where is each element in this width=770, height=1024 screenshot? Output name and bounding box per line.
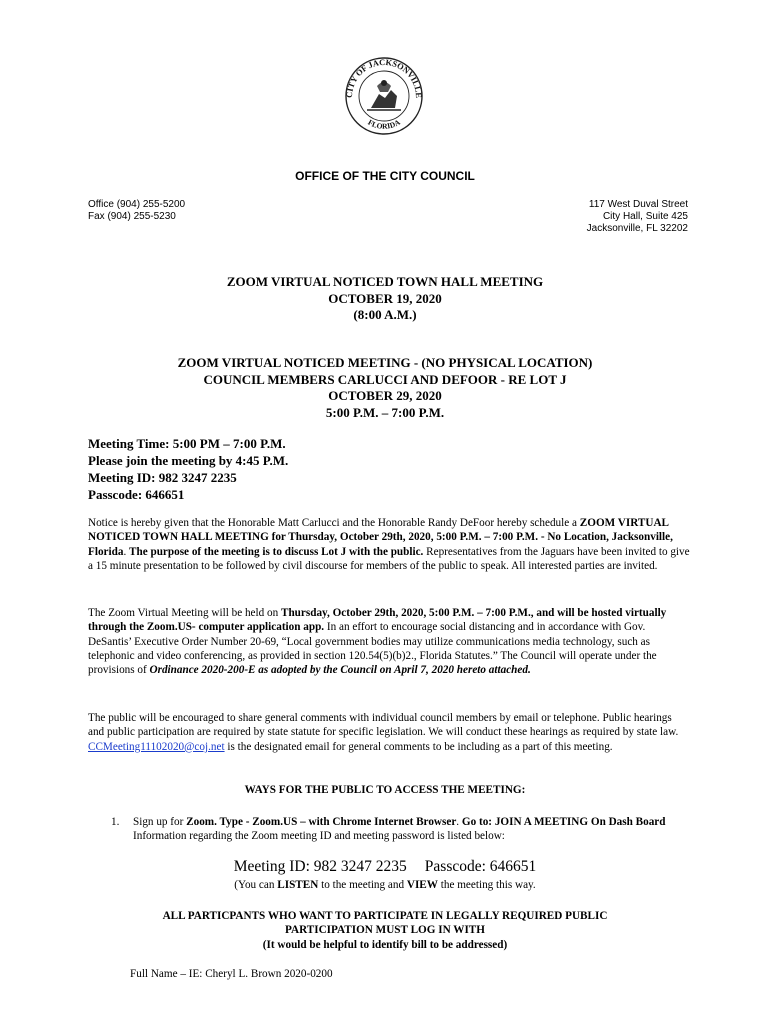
notice-paragraph-3: The public will be encouraged to share general comments with individual council members by email or telephone. Public hearings and public participation are required by state statute for specific legislation. We will conduct these hearings as required by state law. CCMeeting11102020@coj.net is the designated email for general comments to be including as a part of this meeting.: [88, 712, 679, 753]
town-hall-title: ZOOM VIRTUAL NOTICED TOWN HALL MEETING: [226, 274, 544, 289]
zoom-passcode: Passcode: 646651: [424, 858, 537, 875]
address-line-1: 117 West Duval Street: [588, 199, 688, 210]
meeting-info-passcode: Passcode: 646651: [88, 487, 185, 502]
comments-email-link[interactable]: CCMeeting11102020@coj.net: [88, 740, 225, 753]
address-block: [587, 199, 688, 235]
contact-phone-block: [88, 199, 185, 223]
town-hall-time: (8:00 A.M.): [353, 307, 417, 322]
notice-paragraph-2: The Zoom Virtual Meeting will be held on Thursday, October 29th, 2020, 5:00 P.M. – 7:00 P.M., and will be hosted virtually through the Zoom.US- computer application app. In an effort to encourage social distancing and in accordance with Gov. DeSantis’ Executive Order Number 20-69, “Local government bodies may utilize communications media technology, such as telephonic and video conferencing, as provided in section 120.54(5)(b)2., Florida Statutes.” The Council will operate under the provisions of Ordinance 2020-200-E as adopted by the Council on April 7, 2020 hereto attached.: [88, 607, 667, 677]
seal-text-top: CITY OF JACKSONVILLE: [344, 57, 424, 99]
office-fax: Fax (904) 255-5230: [88, 211, 176, 222]
meeting-info: [88, 435, 288, 503]
zoom-meeting-id: Meeting ID: 982 3247 2235: [233, 858, 407, 875]
meeting-date: OCTOBER 29, 2020: [328, 388, 442, 403]
participants-line-2: PARTICIPATION MUST LOG IN WITH: [285, 924, 485, 937]
address-line-2: City Hall, Suite 425: [602, 211, 688, 222]
ways-heading: WAYS FOR THE PUBLIC TO ACCESS THE MEETING:: [244, 784, 526, 796]
meeting-members: COUNCIL MEMBERS CARLUCCI AND DEFOOR - RE LOT J: [203, 371, 567, 387]
meeting-info-id: Meeting ID: 982 3247 2235: [88, 470, 237, 485]
meeting-info-join: Please join the meeting by 4:45 P.M.: [88, 453, 289, 468]
office-phone: Office (904) 255-5200: [88, 199, 186, 210]
town-hall-date: OCTOBER 19, 2020: [328, 290, 442, 306]
notice-paragraph-1: Notice is hereby given that the Honorable Matt Carlucci and the Honorable Randy DeFoor hereby schedule a ZOOM VIRTUAL NOTICED TOWN HALL MEETING for Thursday, October 29th, 2020, 5:00 P.M. – 7:00 P.M. - No Location, Jacksonville, Florida. The purpose of the meeting is to discuss Lot J with the public. Representatives from the Jaguars have been invited to give a 15 minute presentation to be followed by civil discourse for members of the public to speak. All interested parties are invited.: [88, 517, 690, 572]
zoom-credentials: [0, 858, 770, 876]
participants-notice: [0, 909, 770, 952]
meeting-time: 5:00 P.M. – 7:00 P.M.: [325, 404, 445, 420]
city-seal: [335, 56, 433, 136]
meeting-heading: [0, 355, 770, 421]
participants-line-3: (It would be helpful to identify bill to be addressed): [262, 938, 508, 951]
office-title: OFFICE OF THE CITY COUNCIL: [295, 169, 475, 183]
address-line-3: Jacksonville, FL 32202: [586, 223, 688, 234]
list-item-zoom-instructions: Sign up for Zoom. Type - Zoom.US – with Chrome Internet Browser. Go to: JOIN A MEETING On Dash Board Information regarding the Zoom meeting ID and meeting password is listed below:: [133, 816, 666, 843]
meeting-info-time: Meeting Time: 5:00 PM – 7:00 P.M.: [88, 436, 286, 451]
fullname-example: Full Name – IE: Cheryl L. Brown 2020-0200: [130, 968, 333, 980]
participants-line-1: ALL PARTICPANTS WHO WANT TO PARTICIPATE IN LEGALLY REQUIRED PUBLIC: [162, 910, 608, 922]
seal-text-bottom: FLORIDA: [366, 117, 402, 131]
listen-note: (You can LISTEN to the meeting and VIEW the meeting this way.: [234, 879, 536, 891]
city-seal-graphic: [335, 56, 433, 136]
town-hall-heading: [0, 274, 770, 324]
meeting-title: ZOOM VIRTUAL NOTICED MEETING - (NO PHYSICAL LOCATION): [177, 355, 593, 370]
list-item-number: 1.: [111, 816, 120, 828]
